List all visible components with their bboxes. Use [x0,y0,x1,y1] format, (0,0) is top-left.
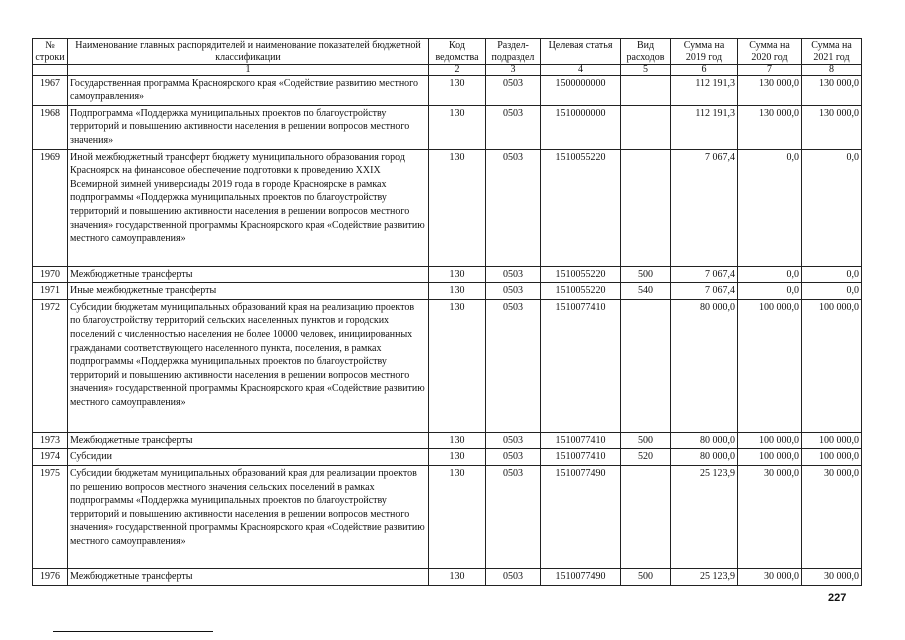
row-sum-2021: 100 000,0 [802,299,862,432]
row-name: Иной межбюджетный трансферт бюджету муниципального образования город Красноярск на финансовое обеспечение подготовки к проведению XXIX Всемирной зимней универсиады 2019 года в городе Красноярске в рамках подпрограммы «Поддержка муниципальных проектов по благоустройству территорий и повышению активности населения в решении вопросов местного значения» государственной программы Красноярского края «Содействие развитию местного самоуправления» [68,149,429,266]
row-name: Субсидии [68,449,429,466]
table-row [33,432,862,449]
row-section: 0503 [486,569,541,586]
table-row [33,449,862,466]
row-sum-2020: 0,0 [738,266,802,283]
header-sum-2019: Сумма на 2019 год [671,39,738,65]
row-sum-2019: 112 191,3 [671,105,738,149]
row-number: 1969 [33,149,68,266]
column-number: 4 [541,65,621,76]
row-department-code: 130 [429,569,486,586]
header-department-code: Код ведомства [429,39,486,65]
row-department-code: 130 [429,266,486,283]
row-number: 1968 [33,105,68,149]
row-sum-2019: 80 000,0 [671,449,738,466]
row-target-item: 1510000000 [541,105,621,149]
row-department-code: 130 [429,466,486,569]
row-expense-type [621,149,671,266]
row-department-code: 130 [429,75,486,105]
row-name: Иные межбюджетные трансферты [68,283,429,300]
column-number: 2 [429,65,486,76]
row-number: 1967 [33,75,68,105]
row-sum-2021: 130 000,0 [802,75,862,105]
row-target-item: 1510077410 [541,299,621,432]
row-name: Межбюджетные трансферты [68,266,429,283]
row-section: 0503 [486,432,541,449]
row-sum-2019: 25 123,9 [671,466,738,569]
row-number: 1972 [33,299,68,432]
row-department-code: 130 [429,283,486,300]
row-sum-2020: 0,0 [738,283,802,300]
row-section: 0503 [486,105,541,149]
row-sum-2021: 100 000,0 [802,449,862,466]
row-section: 0503 [486,283,541,300]
header-target-item: Целевая статья [541,39,621,65]
row-sum-2020: 30 000,0 [738,569,802,586]
row-number: 1973 [33,432,68,449]
row-expense-type: 540 [621,283,671,300]
row-expense-type [621,466,671,569]
row-section: 0503 [486,266,541,283]
table-row [33,466,862,569]
table-row [33,299,862,432]
row-department-code: 130 [429,449,486,466]
row-expense-type: 500 [621,432,671,449]
header-section: Раздел-подраздел [486,39,541,65]
row-target-item: 1510077490 [541,466,621,569]
header-name: Наименование главных распорядителей и наименование показателей бюджетной классификации [68,39,429,65]
row-department-code: 130 [429,105,486,149]
row-target-item: 1510077490 [541,569,621,586]
row-target-item: 1500000000 [541,75,621,105]
row-sum-2020: 130 000,0 [738,75,802,105]
table-row [33,149,862,266]
row-expense-type [621,105,671,149]
row-department-code: 130 [429,299,486,432]
row-sum-2020: 0,0 [738,149,802,266]
row-target-item: 1510055220 [541,266,621,283]
row-expense-type [621,75,671,105]
row-name: Субсидии бюджетам муниципальных образований края на реализацию проектов по благоустройству территорий сельских населенных пунктов и городских поселений с численностью населения не более 10000 человек, инициированных гражданами соответствующего населенного пункта, поселения, в рамках подпрограммы «Поддержка муниципальных проектов по благоустройству территорий и повышению активности населения в решении вопросов местного значения» государственной программы Красноярского края «Содействие развитию местного самоуправления» [68,299,429,432]
table-row [33,105,862,149]
table-row [33,75,862,105]
header-row-number: № строки [33,39,68,65]
row-expense-type: 500 [621,569,671,586]
column-number [33,65,68,76]
header-sum-2021: Сумма на 2021 год [802,39,862,65]
row-name: Государственная программа Красноярского края «Содействие развитию местного самоуправления» [68,75,429,105]
row-number: 1971 [33,283,68,300]
row-number: 1975 [33,466,68,569]
row-target-item: 1510055220 [541,149,621,266]
footnote-divider [53,631,213,632]
row-sum-2021: 0,0 [802,283,862,300]
header-sum-2020: Сумма на 2020 год [738,39,802,65]
column-number: 1 [68,65,429,76]
budget-table [32,38,862,586]
row-sum-2019: 80 000,0 [671,299,738,432]
column-number-row [33,65,862,76]
page-number: 227 [828,592,847,604]
row-target-item: 1510077410 [541,432,621,449]
row-sum-2020: 100 000,0 [738,299,802,432]
row-name: Межбюджетные трансферты [68,432,429,449]
row-section: 0503 [486,75,541,105]
row-name: Подпрограмма «Поддержка муниципальных проектов по благоустройству территорий и повышению активности населения в решении вопросов местного значения» [68,105,429,149]
row-sum-2020: 100 000,0 [738,449,802,466]
table-row [33,283,862,300]
column-number: 3 [486,65,541,76]
row-sum-2021: 30 000,0 [802,569,862,586]
row-sum-2019: 7 067,4 [671,149,738,266]
row-number: 1970 [33,266,68,283]
row-sum-2020: 100 000,0 [738,432,802,449]
row-sum-2021: 100 000,0 [802,432,862,449]
row-section: 0503 [486,466,541,569]
row-sum-2019: 7 067,4 [671,266,738,283]
row-sum-2019: 112 191,3 [671,75,738,105]
row-sum-2019: 7 067,4 [671,283,738,300]
header-expense-type: Вид расходов [621,39,671,65]
row-number: 1974 [33,449,68,466]
row-target-item: 1510055220 [541,283,621,300]
row-expense-type [621,299,671,432]
row-department-code: 130 [429,432,486,449]
row-sum-2021: 0,0 [802,149,862,266]
row-sum-2021: 0,0 [802,266,862,283]
column-number: 8 [802,65,862,76]
row-sum-2019: 25 123,9 [671,569,738,586]
column-number: 6 [671,65,738,76]
row-section: 0503 [486,299,541,432]
row-sum-2019: 80 000,0 [671,432,738,449]
row-expense-type: 500 [621,266,671,283]
row-section: 0503 [486,149,541,266]
row-sum-2020: 30 000,0 [738,466,802,569]
row-expense-type: 520 [621,449,671,466]
row-sum-2020: 130 000,0 [738,105,802,149]
row-target-item: 1510077410 [541,449,621,466]
row-section: 0503 [486,449,541,466]
row-sum-2021: 130 000,0 [802,105,862,149]
row-department-code: 130 [429,149,486,266]
row-name: Субсидии бюджетам муниципальных образований края для реализации проектов по решению вопросов местного значения сельских поселений в рамках подпрограммы «Поддержка муниципальных проектов по благоустройству территорий и повышению активности населения в решении вопросов местного значения» государственной программы Красноярского края «Содействие развитию местного самоуправления» [68,466,429,569]
row-number: 1976 [33,569,68,586]
column-number: 5 [621,65,671,76]
row-sum-2021: 30 000,0 [802,466,862,569]
header-row [33,39,862,65]
table-row [33,266,862,283]
column-number: 7 [738,65,802,76]
row-name: Межбюджетные трансферты [68,569,429,586]
table-row [33,569,862,586]
